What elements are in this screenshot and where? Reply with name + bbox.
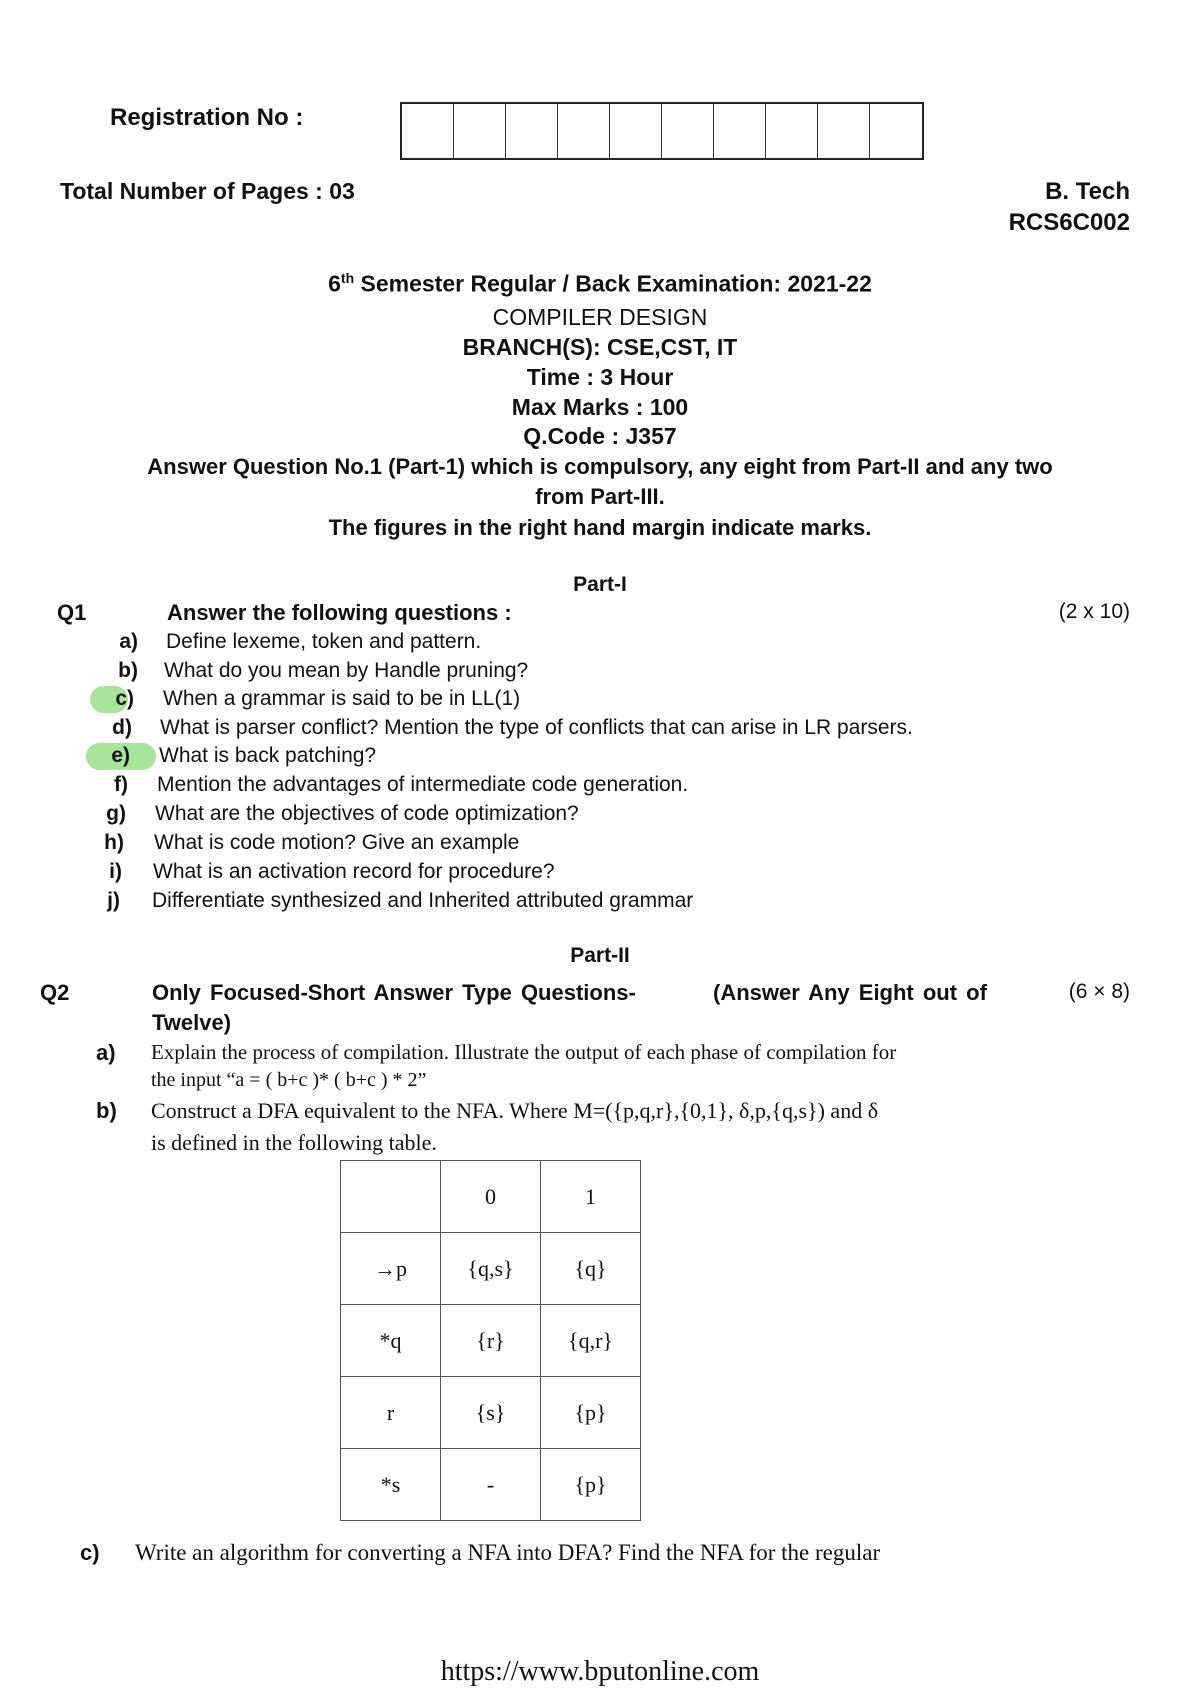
q2-marks: (6 × 8): [1068, 980, 1130, 1003]
registration-digit-box[interactable]: [610, 104, 662, 158]
q2-heading-paren: (Answer Any Eight out of: [713, 980, 987, 1005]
table-cell: {r}: [441, 1305, 541, 1377]
table-row: [341, 1233, 641, 1305]
item-label: f): [114, 773, 128, 796]
item-text: What is an activation record for procedure?: [153, 860, 555, 883]
item-text: When a grammar is said to be in LL(1): [163, 687, 521, 710]
question-code: Q.Code : J357: [523, 423, 677, 449]
item-label: b): [118, 659, 138, 682]
table-cell: *q: [341, 1305, 441, 1377]
item-label: e): [111, 744, 130, 767]
q2a-label: a): [96, 1040, 116, 1065]
table-cell: {q}: [541, 1233, 641, 1305]
table-row: [341, 1449, 641, 1521]
item-label: j): [107, 889, 120, 912]
registration-digit-box[interactable]: [662, 104, 714, 158]
q2-heading-line-2: Twelve): [152, 1010, 232, 1035]
total-pages: Total Number of Pages : 03: [60, 178, 355, 204]
instruction-line-1: Answer Question No.1 (Part-1) which is compulsory, any eight from Part-II and any two: [147, 454, 1053, 479]
degree-block: [1009, 176, 1130, 238]
registration-digit-box[interactable]: [714, 104, 766, 158]
item-label: a): [119, 630, 138, 653]
item-text: What is parser conflict? Mention the type of conflicts that can arise in LR parsers.: [160, 716, 913, 739]
q2b-label: b): [96, 1098, 117, 1123]
footer-url[interactable]: https://www.bputonline.com: [440, 1656, 760, 1687]
exam-time: Time : 3 Hour: [526, 364, 674, 390]
item-text: What is back patching?: [159, 744, 377, 767]
subject-name: COMPILER DESIGN: [492, 304, 708, 330]
q2-number: Q2: [40, 980, 70, 1005]
item-text: Differentiate synthesized and Inherited attributed grammar: [152, 889, 694, 912]
table-row: [341, 1305, 641, 1377]
table-header-cell: [341, 1161, 441, 1233]
table-cell: *s: [341, 1449, 441, 1521]
part-1-title: Part-I: [573, 573, 627, 596]
table-cell: {q,s}: [441, 1233, 541, 1305]
registration-digit-box[interactable]: [818, 104, 870, 158]
semester-number: 6: [328, 270, 341, 297]
q2b-line-2: is defined in the following table.: [151, 1130, 437, 1155]
registration-digit-box[interactable]: [766, 104, 818, 158]
item-text: What is code motion? Give an example: [154, 831, 520, 854]
nfa-transition-table: [340, 1160, 641, 1521]
registration-digit-box[interactable]: [558, 104, 610, 158]
item-text: What are the objectives of code optimization?: [155, 802, 579, 825]
q1-marks: (2 x 10): [1058, 600, 1130, 623]
table-cell: {p}: [541, 1377, 641, 1449]
degree: B. Tech: [1045, 178, 1130, 205]
instruction-line-2: from Part-III.: [535, 484, 665, 509]
q1-heading: Answer the following questions :: [167, 600, 512, 625]
table-cell: -: [441, 1449, 541, 1521]
instruction-line-3: The figures in the right hand margin indicate marks.: [328, 515, 872, 540]
registration-digit-box[interactable]: [402, 104, 454, 158]
item-label: h): [104, 831, 124, 854]
registration-digit-box[interactable]: [870, 104, 922, 158]
item-text: Mention the advantages of intermediate code generation.: [157, 773, 689, 796]
semester-suffix: th: [340, 270, 355, 286]
table-cell: {q,r}: [541, 1305, 641, 1377]
item-label: g): [106, 802, 126, 825]
q2c-line-1: Write an algorithm for converting a NFA into DFA? Find the NFA for the regular: [135, 1540, 881, 1565]
q1-number: Q1: [57, 600, 87, 625]
semester-text: Semester Regular / Back Examination: 2021-22: [354, 270, 872, 297]
table-header-cell: 0: [441, 1161, 541, 1233]
registration-digit-box[interactable]: [506, 104, 558, 158]
item-label: c): [115, 687, 134, 710]
item-label: i): [109, 860, 122, 883]
q2-heading-line-1: Only Focused-Short Answer Type Questions-: [152, 980, 636, 1005]
q2a-line-1: Explain the process of compilation. Illustrate the output of each phase of compilation for: [151, 1040, 897, 1064]
max-marks: Max Marks : 100: [511, 394, 689, 420]
table-cell: →p: [341, 1233, 441, 1305]
table-cell: {s}: [441, 1377, 541, 1449]
item-text: What do you mean by Handle pruning?: [164, 659, 529, 682]
table-header-cell: 1: [541, 1161, 641, 1233]
part-2-title: Part-II: [570, 944, 630, 967]
item-label: d): [112, 716, 132, 739]
item-text: Define lexeme, token and pattern.: [166, 630, 482, 653]
table-cell: {p}: [541, 1449, 641, 1521]
registration-label: Registration No :: [110, 104, 304, 131]
q2b-line-1: Construct a DFA equivalent to the NFA. Where M=({p,q,r},{0,1}, δ,p,{q,s}) and δ: [151, 1098, 879, 1123]
table-header-row: [341, 1161, 641, 1233]
table-cell: r: [341, 1377, 441, 1449]
exam-title: [0, 270, 1200, 298]
table-row: [341, 1377, 641, 1449]
q2c-label: c): [80, 1540, 100, 1565]
q2a-line-2: the input “a = ( b+c )* ( b+c ) * 2”: [151, 1069, 427, 1091]
registration-digit-box[interactable]: [454, 104, 506, 158]
branches: BRANCH(S): CSE,CST, IT: [462, 334, 738, 360]
subject-code: RCS6C002: [1008, 209, 1130, 236]
registration-number-boxes[interactable]: [400, 102, 924, 160]
